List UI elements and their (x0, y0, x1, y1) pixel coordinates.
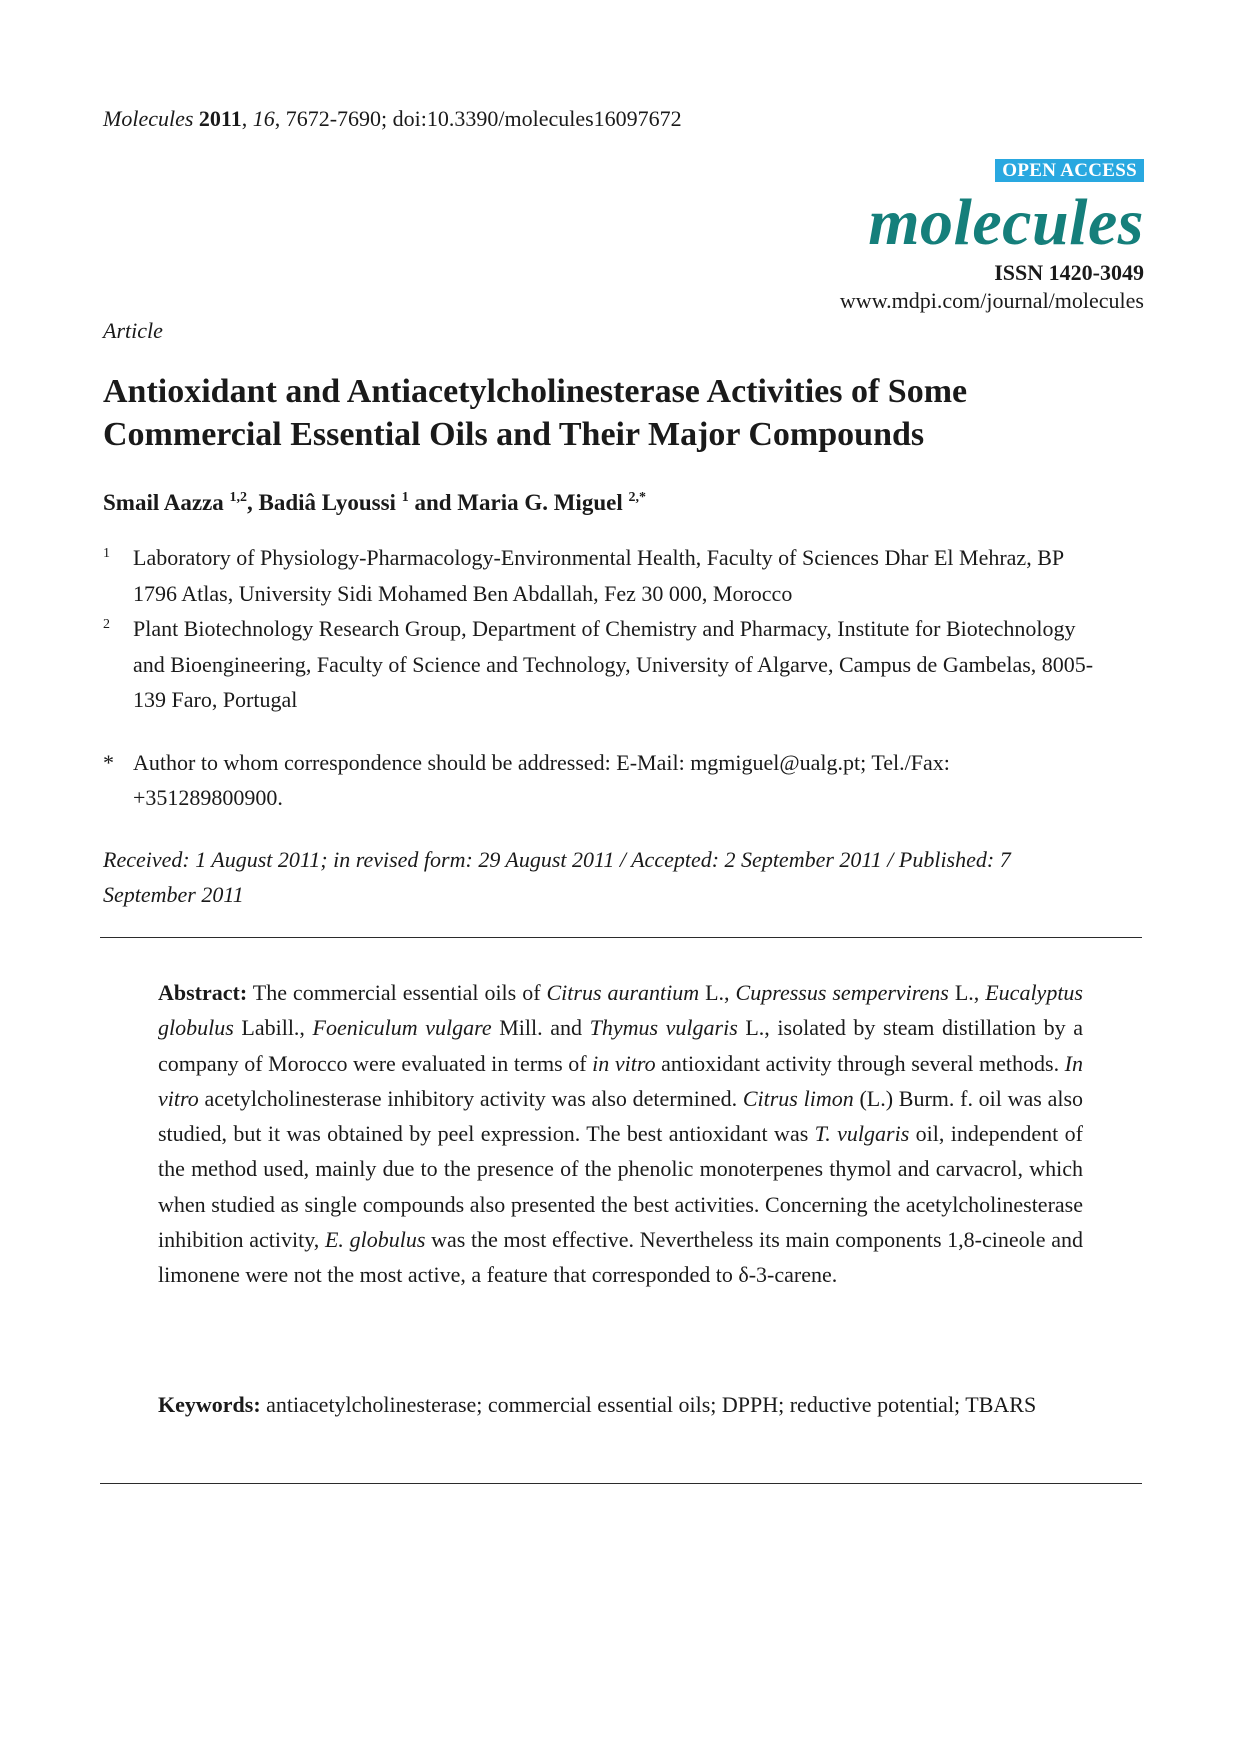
citation-pages-doi: , 7672-7690; doi:10.3390/molecules16097672 (274, 106, 682, 131)
divider-top (100, 937, 1142, 938)
abstract-text: Mill. and (491, 1015, 590, 1041)
citation-journal: Molecules (103, 106, 194, 131)
issn: ISSN 1420-3049 (994, 260, 1144, 285)
citation-year: 2011 (198, 106, 242, 131)
keywords (158, 1387, 1083, 1422)
journal-url[interactable]: www.mdpi.com/journal/molecules (839, 288, 1144, 313)
abstract-italic-term: E. globulus (324, 1227, 426, 1253)
abstract-italic-term: Eucalyptus globulus (158, 980, 1083, 1041)
abstract-text: The commercial essential oils of (247, 980, 547, 1005)
citation-line: Molecules 2011, 16, 7672-7690; doi:10.3390/molecules16097672 (103, 106, 682, 131)
abstract-text: (L.) Burm. f. oil was also studied, but it was obtained by peel expression. The best antioxidant was (158, 1085, 1084, 1147)
affiliation-text: Plant Biotechnology Research Group, Department of Chemistry and Pharmacy, Institute for Biotechnology and Bioengineering, Faculty of Science and Technology, University of Algarve, Campus de Gambelas, 8005-139 Faro, Portugal (133, 616, 1094, 712)
author-name: Smail Aazza (103, 490, 224, 515)
divider-bottom (100, 1483, 1142, 1484)
abstract-label: Abstract: (158, 980, 248, 1005)
title-line-1: Antioxidant and Antiacetylcholinesterase Activities of Some (103, 373, 968, 410)
affiliation-text: Laboratory of Physiology-Pharmacology-Environmental Health, Faculty of Sciences Dhar El Mehraz, BP 1796 Atlas, University Sidi Mohamed Ben Abdallah, Fez 30 000, Morocco (133, 545, 1064, 606)
abstract-italic-term: in vitro (592, 1050, 656, 1076)
author-separator: and (408, 490, 458, 515)
affiliation-number: 2 (103, 617, 110, 632)
title-line-2: Commercial Essential Oils and Their Major Compounds (103, 416, 925, 453)
abstract-italic-term: Citrus limon (742, 1085, 854, 1111)
abstract-body (158, 980, 1083, 1287)
abstract-text: L., (948, 980, 986, 1005)
abstract-text: oil, independent of the method used, mainly due to the presence of the phenolic monoterpenes thymol and carvacrol, which when studied as single compounds also presented the best activities. Concerning the acetylcholinesterase inhibition activity, (158, 1121, 1083, 1253)
author-affiliation-mark: 2,* (628, 490, 646, 505)
abstract-italic-term: In vitro (158, 1050, 1083, 1111)
affiliation-item (103, 611, 1103, 718)
author-name: Badiâ Lyoussi (258, 490, 396, 515)
journal-logo: molecules (868, 186, 1144, 259)
abstract (158, 975, 1083, 1293)
abstract-italic-term: Citrus aurantium (546, 980, 700, 1005)
abstract-text: L., (699, 980, 736, 1005)
abstract-text: antioxidant activity through several methods. (655, 1050, 1065, 1076)
author-list (103, 487, 646, 519)
affiliation-number: 1 (103, 546, 110, 561)
correspondence-mark: * (103, 750, 114, 775)
affiliation-item (103, 540, 1103, 611)
author-affiliation-mark: 1 (401, 490, 409, 505)
abstract-italic-term: Foeniculum vulgare (312, 1015, 492, 1041)
abstract-text: was the most effective. Nevertheless its main components 1,8-cineole and limonene were not the most active, a feature that corresponded to δ-3-carene. (158, 1227, 1083, 1288)
abstract-text: L., isolated by steam distillation by a company of Morocco were evaluated in terms of (158, 1015, 1084, 1076)
keywords-label: Keywords: (158, 1392, 261, 1417)
author-separator: , (247, 490, 259, 515)
article-type: Article (103, 318, 163, 343)
keywords-text: antiacetylcholinesterase; commercial essential oils; DPPH; reductive potential; TBARS (260, 1392, 1037, 1417)
correspondence-text: Author to whom correspondence should be addressed: E-Mail: mgmiguel@ualg.pt; Tel./Fax: +351289800900. (133, 750, 950, 810)
open-access-badge: OPEN ACCESS (995, 159, 1144, 182)
abstract-italic-term: Thymus vulgaris (589, 1015, 738, 1041)
author-name: Maria G. Miguel (457, 490, 623, 515)
page-title (103, 370, 1103, 456)
abstract-italic-term: T. vulgaris (814, 1121, 910, 1147)
abstract-text: acetylcholinesterase inhibitory activity was also determined. (198, 1085, 743, 1111)
citation-volume: 16 (252, 106, 275, 131)
abstract-text: Labill., (233, 1015, 313, 1041)
publication-dates: Received: 1 August 2011; in revised form: 29 August 2011 / Accepted: 2 September 2011 / Published: 7 September 2011 (103, 847, 1011, 907)
author-affiliation-mark: 1,2 (229, 490, 247, 505)
correspondence-note (103, 745, 1103, 815)
abstract-italic-term: Cupressus sempervirens (735, 980, 949, 1005)
